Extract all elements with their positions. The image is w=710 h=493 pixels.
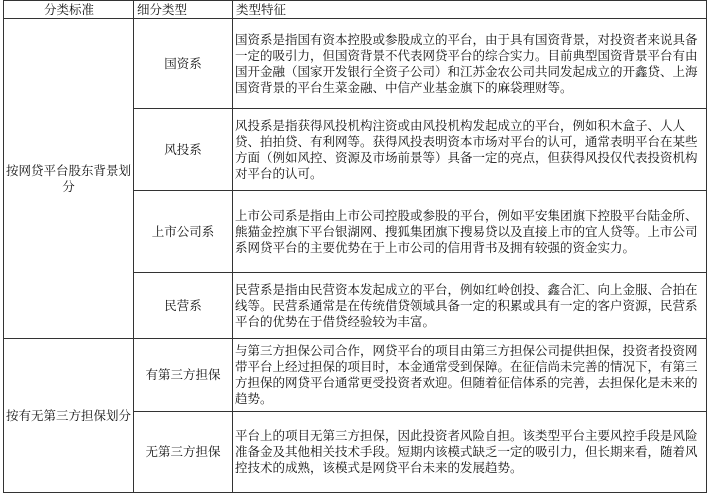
subtype-cell: 有第三方担保 <box>134 339 233 412</box>
header-row <box>4 1 707 19</box>
subtype-cell: 上市公司系 <box>134 191 233 273</box>
criterion-cell: 按网贷平台股东背景划分 <box>4 19 134 339</box>
table-row <box>4 19 707 109</box>
feature-cell: 民营系是指由民营资本发起成立的平台，例如红岭创投、鑫合汇、向上金服、合拍在线等。民营系通常是在传统借贷领域具备一定的积累或具有一定的客户资源，民营系平台的优势在于借贷经验较为丰富。 <box>233 273 707 339</box>
subtype-cell: 无第三方担保 <box>134 412 233 493</box>
header-criterion: 分类标准 <box>4 1 134 19</box>
subtype-cell: 国资系 <box>134 19 233 109</box>
header-feature: 类型特征 <box>233 1 707 19</box>
feature-cell: 风投系是指获得风投机构注资或由风投机构发起成立的平台，例如积木盒子、人人贷、拍拍贷、有利网等。获得风投表明资本市场对平台的认可，通常表明平台在某些方面（例如风控、资源及市场前景等）具备一定的亮点，但获得风投仅代表投资机构对平台的认可。 <box>233 109 707 191</box>
header-subtype: 细分类型 <box>134 1 233 19</box>
feature-cell: 平台上的项目无第三方担保，因此投资者风险自担。该类型平台主要风控手段是风险准备金及其他相关技术手段。短期内该模式缺乏一定的吸引力，但长期来看，随着风控技术的成熟，该模式是网贷平台未来的发展趋势。 <box>233 412 707 493</box>
table-row <box>4 339 707 412</box>
classification-table <box>3 0 707 493</box>
feature-cell: 与第三方担保公司合作，网贷平台的项目由第三方担保公司提供担保，投资者投资网带平台上经过担保的项目时，本金通常受到保障。在征信尚未完善的情况下，有第三方担保的网贷平台通常更受投资者欢迎。但随着征信体系的完善，去担保化是未来的趋势。 <box>233 339 707 412</box>
criterion-cell: 按有无第三方担保划分 <box>4 339 134 493</box>
feature-cell: 国资系是指国有资本控股或参股成立的平台，由于具有国资背景，对投资者来说具备一定的吸引力，但国资背景不代表网贷平台的综合实力。目前典型国资背景平台有由国开金融（国家开发银行全资子公司）和江苏金农公司共同发起成立的开鑫贷、上海国资背景的平台生菜金融、中信产业基金旗下的麻袋理财等。 <box>233 19 707 109</box>
subtype-cell: 民营系 <box>134 273 233 339</box>
subtype-cell: 风投系 <box>134 109 233 191</box>
feature-cell: 上市公司系是指由上市公司控股或参股的平台，例如平安集团旗下控股平台陆金所、熊猫金控旗下平台银湖网、搜狐集团旗下搜易贷以及直接上市的宜人贷等。上市公司系网贷平台的主要优势在于上市公司的信用背书及拥有较强的资金实力。 <box>233 191 707 273</box>
